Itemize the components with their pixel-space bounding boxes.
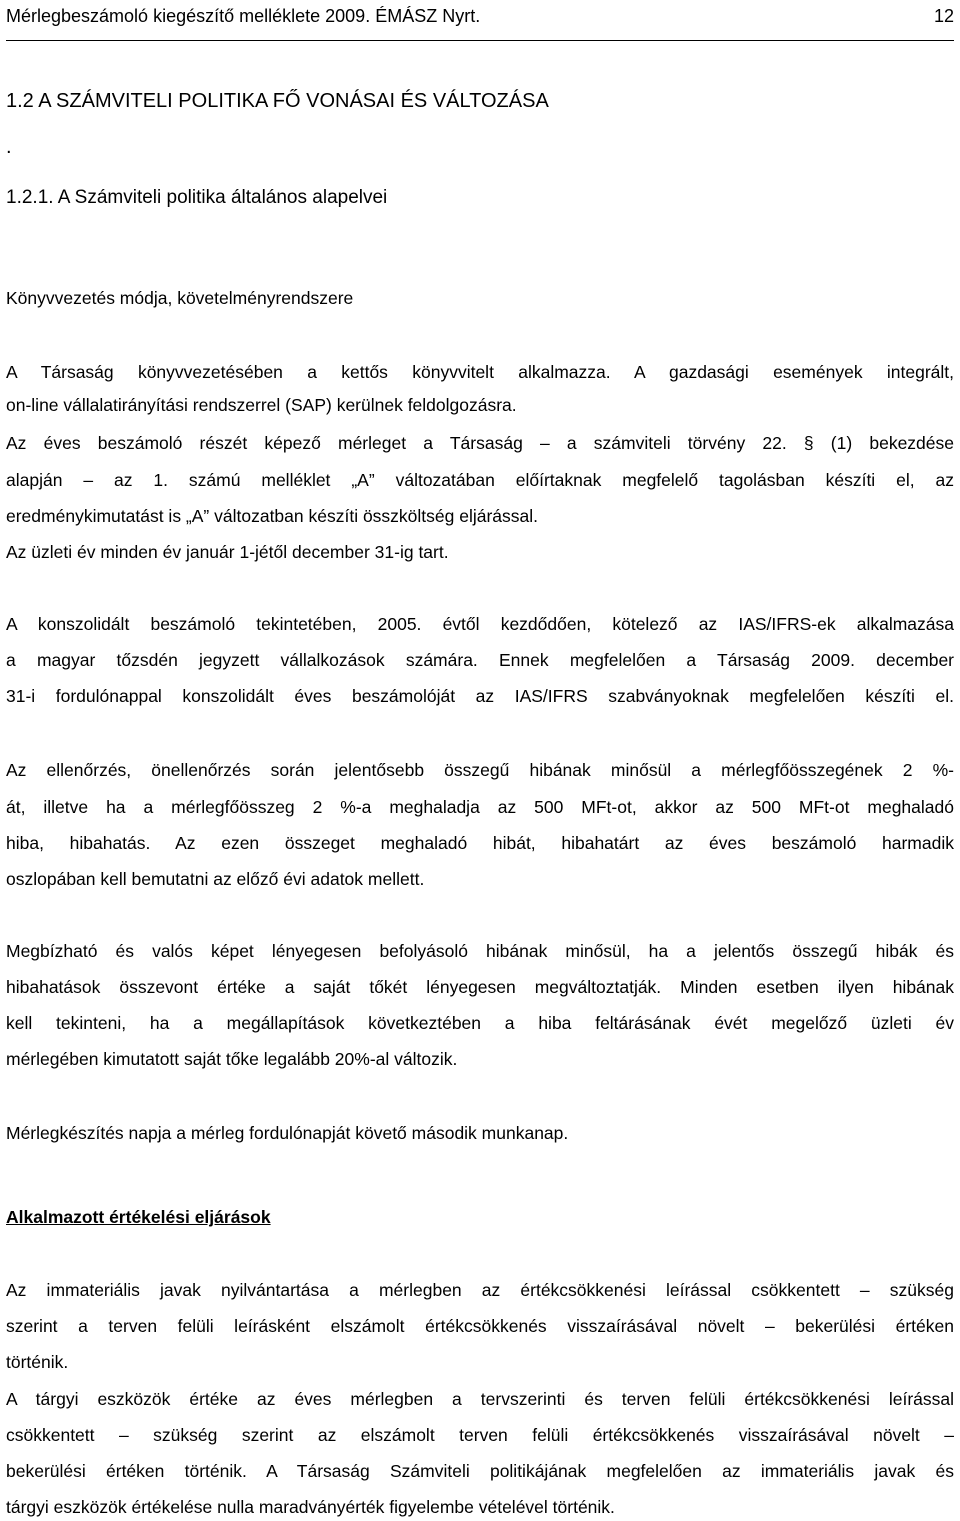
paragraph-line: on-line vállalatirányítási rendszerrel (SAP) kerülnek feldolgozásra. [6,395,517,415]
heading-valuation: Alkalmazott értékelési eljárások [6,1207,271,1227]
heading-bookkeeping: Könyvvezetés módja, követelményrendszere [6,288,354,308]
paragraph-line: Az üzleti év minden év január 1-jétől december 31-ig tart. [6,542,449,562]
paragraph-line: tárgyi eszközök értékelése nulla maradványérték figyelembe vételével történik. [6,1497,615,1517]
section-title: 1.2 A SZÁMVITELI POLITIKA FŐ VONÁSAI ÉS VÁLTOZÁSA [6,90,549,112]
subsection-title: 1.2.1. A Számviteli politika általános alapelvei [6,187,388,208]
paragraph-line: hiba, hibahatás. Az ezen összeget meghaladó hibát, hibahatárt az éves beszámoló harmadik [6,833,954,853]
paragraph-line: Mérlegkészítés napja a mérleg fordulónapját követő második munkanap. [6,1123,569,1143]
paragraph-line: át, illetve ha a mérlegfőösszeg 2 %-a meghaladja az 500 MFt-ot, akkor az 500 MFt-ot meghaladó [6,797,954,817]
paragraph-line: hibahatások összevont értéke a saját tőkét lényegesen megváltoztatják. Minden esetben ilyen hibának [6,977,954,997]
paragraph-line: mérlegében kimutatott saját tőke legalább 20%-al változik. [6,1049,458,1069]
paragraph-line: történik. [6,1352,69,1372]
paragraph-line: alapján – az 1. számú melléklet „A” változatában előírtaknak megfelelő tagolásban készíti el, az [6,470,954,490]
paragraph-line: A tárgyi eszközök értéke az éves mérlegben a tervszerinti és terven felüli értékcsökkenési leírással [6,1389,954,1409]
paragraph-line: Az éves beszámoló részét képező mérleget a Társaság – a számviteli törvény 22. § (1) bekezdése [6,433,954,453]
paragraph-line: A konszolidált beszámoló tekintetében, 2005. évtől kezdődően, kötelező az IAS/IFRS-ek alkalmazása [6,614,954,634]
paragraph-line: oszlopában kell bemutatni az előző évi adatok mellett. [6,869,425,889]
paragraph-line: kell tekinteni, ha a megállapítások következtében a hiba feltárásának évét megelőző üzleti év [6,1013,954,1033]
header-title: Mérlegbeszámoló kiegészítő melléklete 2009. ÉMÁSZ Nyrt. [6,6,481,26]
paragraph-line: bekerülési értéken történik. A Társaság Számviteli politikájának megfelelően az immateriális javak és [6,1461,954,1481]
section-dot: . [6,136,12,158]
paragraph-line: eredménykimutatást is „A” változatban készíti összköltség eljárással. [6,506,539,526]
paragraph-line: csökkentett – szükség szerint az elszámolt terven felüli értékcsökkenés visszaírásával növelt – [6,1425,954,1445]
paragraph-line: a magyar tőzsdén jegyzett vállalkozások számára. Ennek megfelelően a Társaság 2009. december [6,650,954,670]
paragraph-line: Megbízható és valós képet lényegesen befolyásoló hibának minősül, ha a jelentős összegű hibák és [6,941,954,961]
page-number: 12 [933,6,954,26]
paragraph-line: Az ellenőrzés, önellenőrzés során jelentősebb összegű hibának minősül a mérlegfőösszegének 2 %- [6,760,954,780]
paragraph-line: A Társaság könyvvezetésében a kettős könyvvitelt alkalmazza. A gazdasági események integrált, [6,362,954,382]
page-header [6,0,954,41]
paragraph-line: szerint a terven felüli leírásként elszámolt értékcsökkenés visszaírásával növelt – bekerülési értéken [6,1316,954,1336]
paragraph-line: Az immateriális javak nyilvántartása a mérlegben az értékcsökkenési leírással csökkentett – szükség [6,1280,954,1300]
paragraph-line: 31-i fordulónappal konszolidált éves beszámolóját az IAS/IFRS szabványoknak megfelelően készíti el. [6,686,954,706]
